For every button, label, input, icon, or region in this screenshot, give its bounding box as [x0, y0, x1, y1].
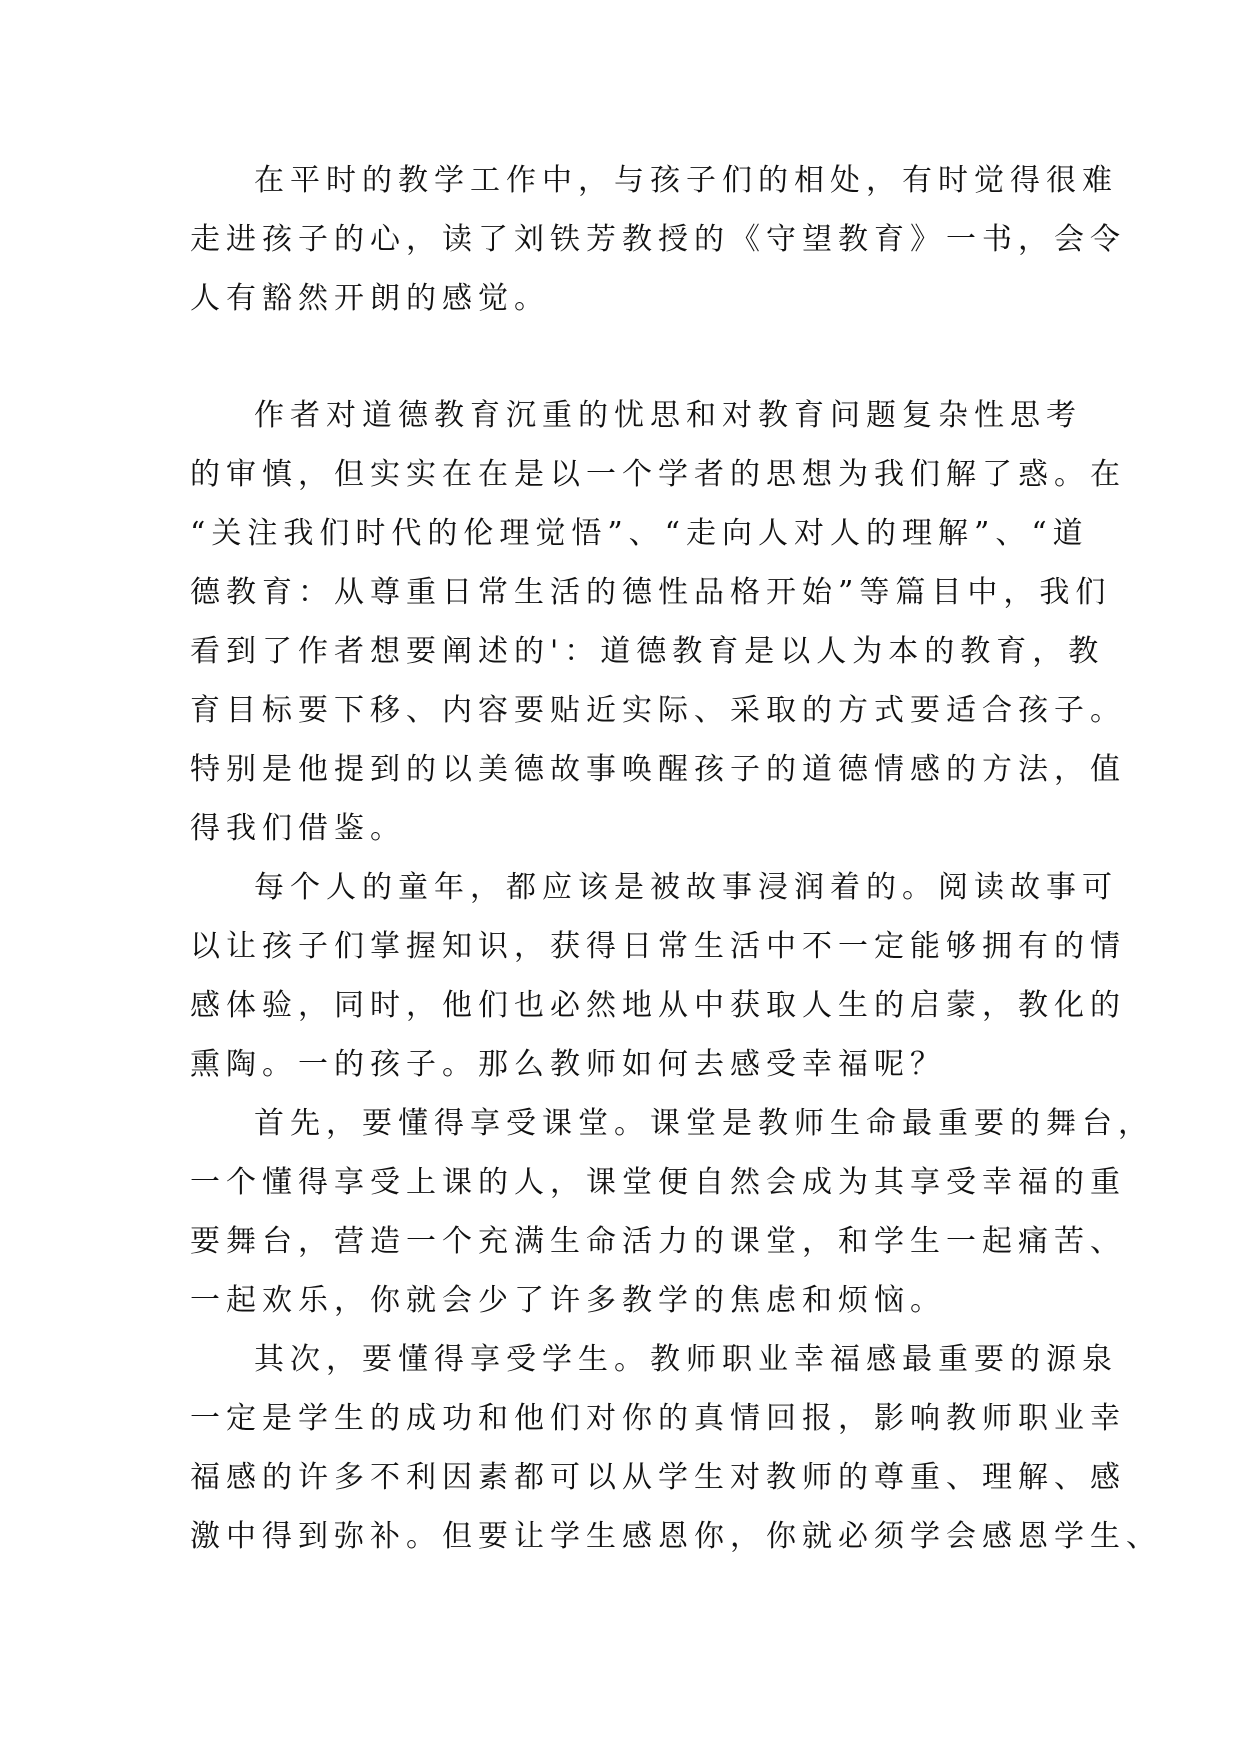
paragraph-2	[190, 386, 1126, 858]
paragraph-line: 以让孩子们掌握知识，获得日常生活中不一定能够拥有的情	[190, 929, 1126, 964]
paragraph-4	[190, 1094, 1154, 1330]
paragraph-line: 得我们借鉴。	[190, 811, 406, 846]
paragraph-line: 一个懂得享受上课的人，课堂便自然会成为其享受幸福的重	[190, 1165, 1126, 1200]
paragraph-line: 特别是他提到的以美德故事唤醒孩子的道德情感的方法，值	[190, 752, 1126, 787]
paragraph-line: 一起欢乐，你就会少了许多教学的焦虑和烦恼。	[190, 1283, 946, 1318]
paragraph-line: 德教育：从尊重日常生活的德性品格开始”等篇目中，我们	[190, 575, 1112, 610]
paragraph-line: 要舞台，营造一个充满生命活力的课堂，和学生一起痛苦、	[190, 1224, 1126, 1259]
paragraph-line: 首先，要懂得享受课堂。课堂是教师生命最重要的舞台，	[254, 1106, 1154, 1141]
paragraph-line: 每个人的童年，都应该是被故事浸润着的。阅读故事可	[254, 870, 1118, 905]
paragraph-line: 熏陶。一的孩子。那么教师如何去感受幸福呢？	[190, 1047, 946, 1082]
paragraph-1	[190, 151, 1126, 328]
paragraph-line: 育目标要下移、内容要贴近实际、采取的方式要适合孩子。	[190, 693, 1126, 728]
paragraph-line: 在平时的教学工作中，与孩子们的相处，有时觉得很难	[254, 163, 1118, 198]
paragraph-line: 人有豁然开朗的感觉。	[190, 281, 550, 316]
paragraph-line: 看到了作者想要阐述的'：道德教育是以人为本的教育，教	[190, 634, 1105, 669]
paragraph-5	[190, 1330, 1162, 1566]
paragraph-line: 走进孩子的心，读了刘铁芳教授的《守望教育》一书，会令	[190, 222, 1126, 257]
paragraph-line: 其次，要懂得享受学生。教师职业幸福感最重要的源泉	[254, 1342, 1118, 1377]
paragraph-3	[190, 858, 1126, 1094]
paragraph-line: 一定是学生的成功和他们对你的真情回报，影响教师职业幸	[190, 1401, 1126, 1436]
paragraph-line: “关注我们时代的伦理觉悟”、“走向人对人的理解”、“道	[190, 516, 1089, 551]
paragraph-line: 的审慎，但实实在在是以一个学者的思想为我们解了惑。在	[190, 457, 1126, 492]
paragraph-line: 作者对道德教育沉重的忧思和对教育问题复杂性思考	[254, 398, 1082, 433]
paragraph-line: 激中得到弥补。但要让学生感恩你，你就必须学会感恩学生、	[190, 1519, 1162, 1554]
paragraph-line: 感体验，同时，他们也必然地从中获取人生的启蒙，教化的	[190, 988, 1126, 1023]
paragraph-line: 福感的许多不利因素都可以从学生对教师的尊重、理解、感	[190, 1460, 1126, 1495]
